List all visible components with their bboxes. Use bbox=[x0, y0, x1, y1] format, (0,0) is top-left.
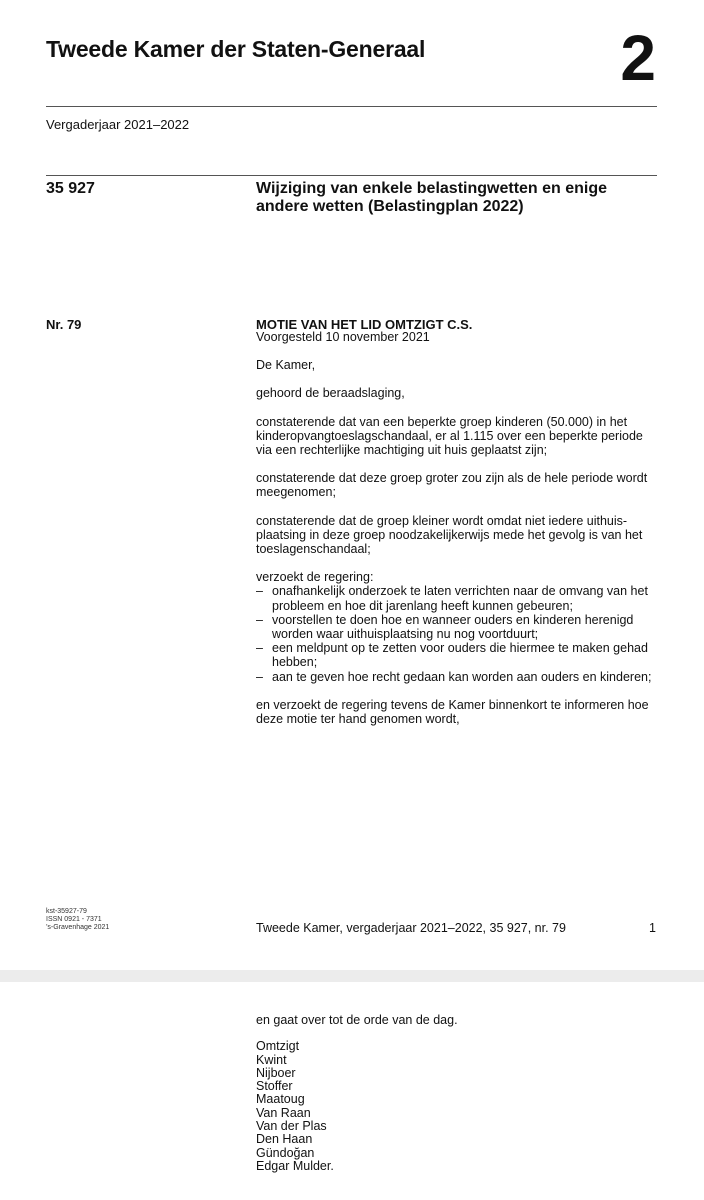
motion-title: MOTIE VAN HET LID OMTZIGT C.S. bbox=[256, 317, 473, 332]
list-item: Van der Plas bbox=[256, 1119, 327, 1134]
list-item: Omtzigt bbox=[256, 1039, 300, 1054]
dossier-number: 35 927 bbox=[46, 180, 95, 197]
submitted-date: Voorgesteld 10 november 2021 bbox=[256, 330, 430, 344]
document-part-number: 2 bbox=[620, 22, 656, 94]
signer-list bbox=[256, 1040, 458, 1173]
list-item: Kwint bbox=[256, 1052, 287, 1067]
request-list bbox=[256, 584, 656, 683]
motion-number: Nr. 79 bbox=[46, 317, 82, 332]
publication-place: ’s-Gravenhage 2021 bbox=[46, 924, 110, 931]
list-item: – aan te geven hoe recht gedaan kan worden aan ouders en kinderen; bbox=[256, 669, 652, 684]
chamber-title: Tweede Kamer der Staten-Generaal bbox=[46, 36, 426, 62]
page-number: 1 bbox=[649, 921, 656, 935]
consideration: constaterende dat deze groep groter zou zijn als de hele periode wordt meegenomen; bbox=[256, 471, 648, 500]
list-item: Gündoğan bbox=[256, 1145, 315, 1160]
list-item: Stoffer bbox=[256, 1079, 293, 1094]
list-item: Edgar Mulder. bbox=[256, 1158, 334, 1173]
divider bbox=[46, 106, 657, 107]
consideration: constaterende dat de groep kleiner wordt omdat niet iedere uithuis-plaatsing in deze groep noodzakelijkerwijs mede het gevolg is van het toeslagenschandaal; bbox=[256, 513, 643, 557]
page-separator bbox=[0, 970, 704, 982]
consideration: constaterende dat van een beperkte groep kinderen (50.000) in het kinderopvangtoeslagschandaal, er al 1.115 over een beperkte periode via een rechterlijke machtiging uit huis geplaatst zijn; bbox=[256, 414, 643, 458]
divider bbox=[46, 175, 657, 176]
closing-line: en gaat over tot de orde van de dag. bbox=[256, 1013, 458, 1027]
list-item: Van Raan bbox=[256, 1105, 311, 1120]
list-item: Den Haan bbox=[256, 1132, 313, 1147]
page-footer: Tweede Kamer, vergaderjaar 2021–2022, 35 927, nr. 79 bbox=[256, 921, 566, 935]
opening-line: De Kamer, bbox=[256, 358, 316, 373]
heard-line: gehoord de beraadslaging, bbox=[256, 386, 405, 401]
issn: ISSN 0921 - 7371 bbox=[46, 916, 102, 923]
dossier-title: Wijziging van enkele belastingwetten en enige andere wetten (Belastingplan 2022) bbox=[256, 180, 608, 215]
kst-code: kst-35927-79 bbox=[46, 908, 87, 915]
list-item: – voorstellen te doen hoe en wanneer ouders en kinderen herenigd worden waar uithuisplaatsing nu nog voortduurt; bbox=[256, 612, 634, 642]
final-request: en verzoekt de regering tevens de Kamer binnenkort te informeren hoe deze motie ter hand genomen wordt, bbox=[256, 697, 649, 727]
list-item: – een meldpunt op te zetten voor ouders die hiermee te maken gehad hebben; bbox=[256, 641, 648, 670]
list-item: – onafhankelijk onderzoek te laten verrichten naar de omvang van het probleem en hoe dit jarenlang heeft kunnen gebeuren; bbox=[256, 584, 648, 613]
motion-body bbox=[256, 330, 656, 740]
publication-meta bbox=[46, 908, 109, 932]
list-item: Nijboer bbox=[256, 1065, 296, 1080]
page-2 bbox=[0, 982, 704, 1200]
motion-closing bbox=[256, 1014, 458, 1173]
list-item: Maatoug bbox=[256, 1092, 305, 1107]
session-year: Vergaderjaar 2021–2022 bbox=[46, 117, 190, 132]
request-intro: verzoekt de regering: bbox=[256, 570, 374, 585]
